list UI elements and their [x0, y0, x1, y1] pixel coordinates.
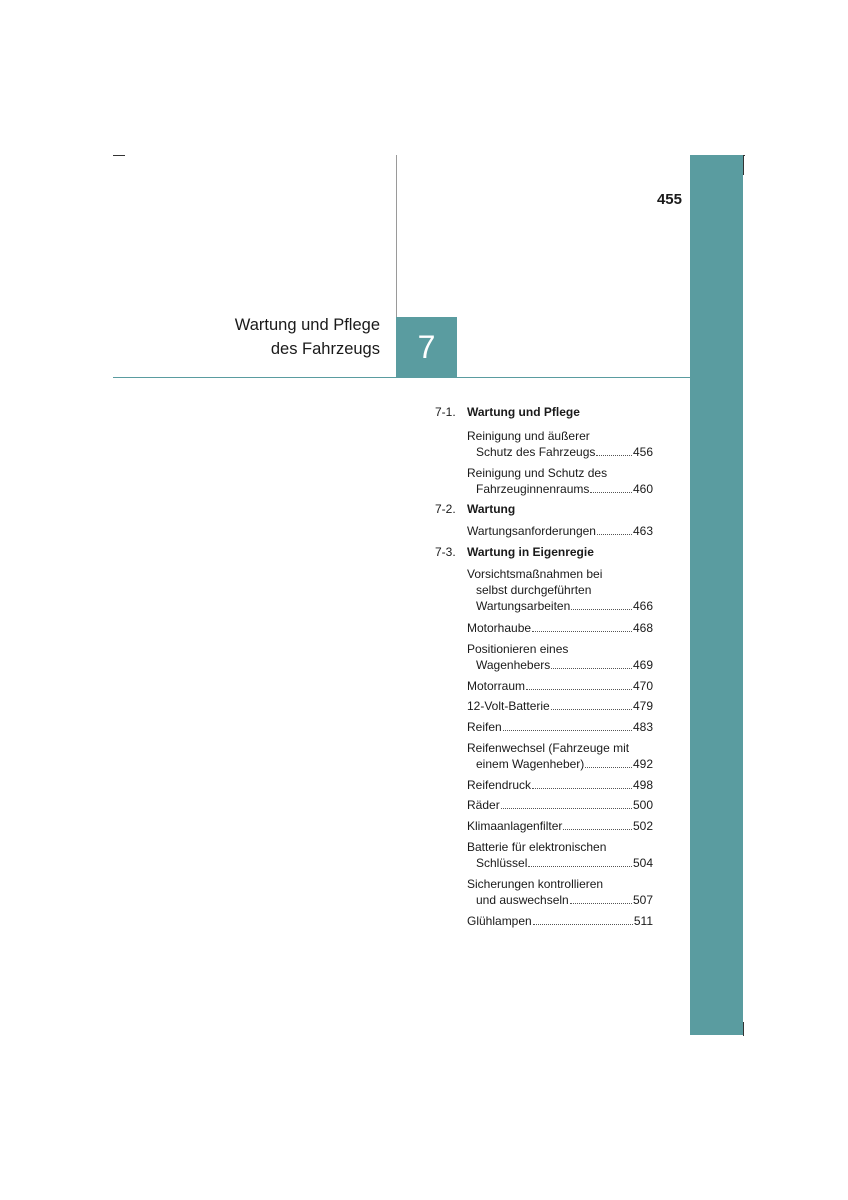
toc-leader-dots — [570, 903, 632, 904]
toc-entry-text: selbst durchgeführten — [476, 583, 592, 597]
toc-entry[interactable] — [467, 465, 653, 497]
toc-entry-text: Motorraum — [467, 679, 526, 693]
toc-section-number: 7-1. — [435, 405, 456, 419]
toc-entry[interactable] — [467, 698, 653, 714]
toc-section-heading — [435, 545, 594, 559]
toc-section-title: Wartung in Eigenregie — [467, 545, 594, 559]
toc-leader-dots — [532, 631, 632, 632]
toc-leader-dots — [590, 492, 632, 493]
toc-entry-text: Räder — [467, 798, 500, 812]
toc-entry[interactable] — [467, 523, 653, 539]
page-number: 455 — [656, 191, 682, 208]
toc-entry-text: Schutz des Fahrzeugs — [476, 445, 596, 459]
toc-section-heading — [435, 405, 580, 419]
toc-page-number: 492 — [632, 757, 653, 771]
toc-entry[interactable] — [467, 913, 653, 929]
toc-page-number: 479 — [632, 699, 653, 713]
toc-page-number: 483 — [632, 720, 653, 734]
toc-entry[interactable] — [467, 428, 653, 460]
toc-entry-text: Schlüssel — [476, 856, 528, 870]
toc-leader-dots — [551, 709, 632, 710]
toc-page-number: 456 — [632, 445, 653, 459]
toc-entry-text: Fahrzeuginnenraums — [476, 482, 590, 496]
toc-leader-dots — [533, 924, 633, 925]
toc-entry[interactable] — [467, 719, 653, 735]
toc-section-title: Wartung und Pflege — [467, 405, 580, 419]
toc-entry[interactable] — [467, 740, 653, 772]
toc-page-number: 463 — [632, 524, 653, 538]
toc-page-number: 498 — [632, 778, 653, 792]
chapter-title — [235, 313, 380, 361]
toc-page-number: 511 — [633, 914, 653, 928]
toc-entry-text: 12-Volt-Batterie — [467, 699, 550, 713]
chapter-number-box: 7 — [396, 317, 457, 377]
toc-entry-text: Klimaanlagenfilter — [467, 819, 563, 833]
crop-mark — [743, 1022, 744, 1036]
toc-entry-text: Reinigung und Schutz des — [467, 466, 608, 480]
toc-leader-dots — [528, 866, 632, 867]
toc-page-number: 466 — [632, 599, 653, 613]
toc-entry[interactable] — [467, 797, 653, 813]
toc-entry-text: Sicherungen kontrollieren — [467, 877, 604, 891]
toc-page-number: 504 — [632, 856, 653, 870]
toc-section-number: 7-3. — [435, 545, 456, 559]
toc-entry[interactable] — [467, 620, 653, 636]
toc-entry-text: Glühlampen — [467, 914, 532, 928]
toc-leader-dots — [585, 767, 632, 768]
toc-entry-text: Vorsichtsmaßnahmen bei — [467, 567, 603, 581]
toc-leader-dots — [532, 788, 632, 789]
chapter-title-line: des Fahrzeugs — [270, 340, 380, 358]
toc-entry[interactable] — [467, 818, 653, 834]
toc-entry-text: Motorhaube — [467, 621, 532, 635]
toc-entry[interactable] — [467, 876, 653, 908]
toc-section-heading — [435, 502, 515, 516]
toc-page-number: 500 — [632, 798, 653, 812]
toc-page-number: 502 — [632, 819, 653, 833]
toc-page-number: 460 — [632, 482, 653, 496]
toc-entry-text: Positionieren eines — [467, 642, 569, 656]
toc-entry-text: einem Wagenheber) — [476, 757, 585, 771]
toc-entry[interactable] — [467, 777, 653, 793]
toc-entry-text: Batterie für elektronischen — [467, 840, 607, 854]
toc-leader-dots — [551, 668, 632, 669]
chapter-side-tab — [690, 155, 743, 1035]
toc-entry[interactable] — [467, 678, 653, 694]
toc-page-number: 507 — [632, 893, 653, 907]
toc-entry-text: Reifendruck — [467, 778, 532, 792]
header-divider-horizontal — [113, 377, 690, 378]
toc-entry-text: Wagenhebers — [476, 658, 551, 672]
toc-entry[interactable] — [467, 839, 653, 871]
toc-leader-dots — [597, 534, 632, 535]
crop-mark — [113, 155, 125, 156]
chapter-title-line: Wartung und Pflege — [234, 316, 380, 334]
toc-section-number: 7-2. — [435, 502, 456, 516]
toc-entry-text: Wartungsarbeiten — [476, 599, 571, 613]
toc-entry-text: und auswechseln — [476, 893, 569, 907]
toc-entry-text: Reifen — [467, 720, 502, 734]
toc-entry-text: Reinigung und äußerer — [467, 429, 590, 443]
toc-leader-dots — [571, 609, 632, 610]
toc-leader-dots — [596, 455, 632, 456]
toc-page-number: 468 — [632, 621, 653, 635]
toc-section-title: Wartung — [467, 502, 516, 516]
toc-leader-dots — [503, 730, 632, 731]
toc-entry-text: Wartungsanforderungen — [467, 524, 596, 538]
toc-entry[interactable] — [467, 566, 653, 614]
toc-leader-dots — [526, 689, 632, 690]
crop-mark — [743, 155, 744, 175]
toc-leader-dots — [563, 829, 632, 830]
toc-leader-dots — [501, 808, 632, 809]
toc-page-number: 470 — [632, 679, 653, 693]
toc-entry-text: Reifenwechsel (Fahrzeuge mit — [467, 741, 630, 755]
toc-entry[interactable] — [467, 641, 653, 673]
toc-page-number: 469 — [632, 658, 653, 672]
